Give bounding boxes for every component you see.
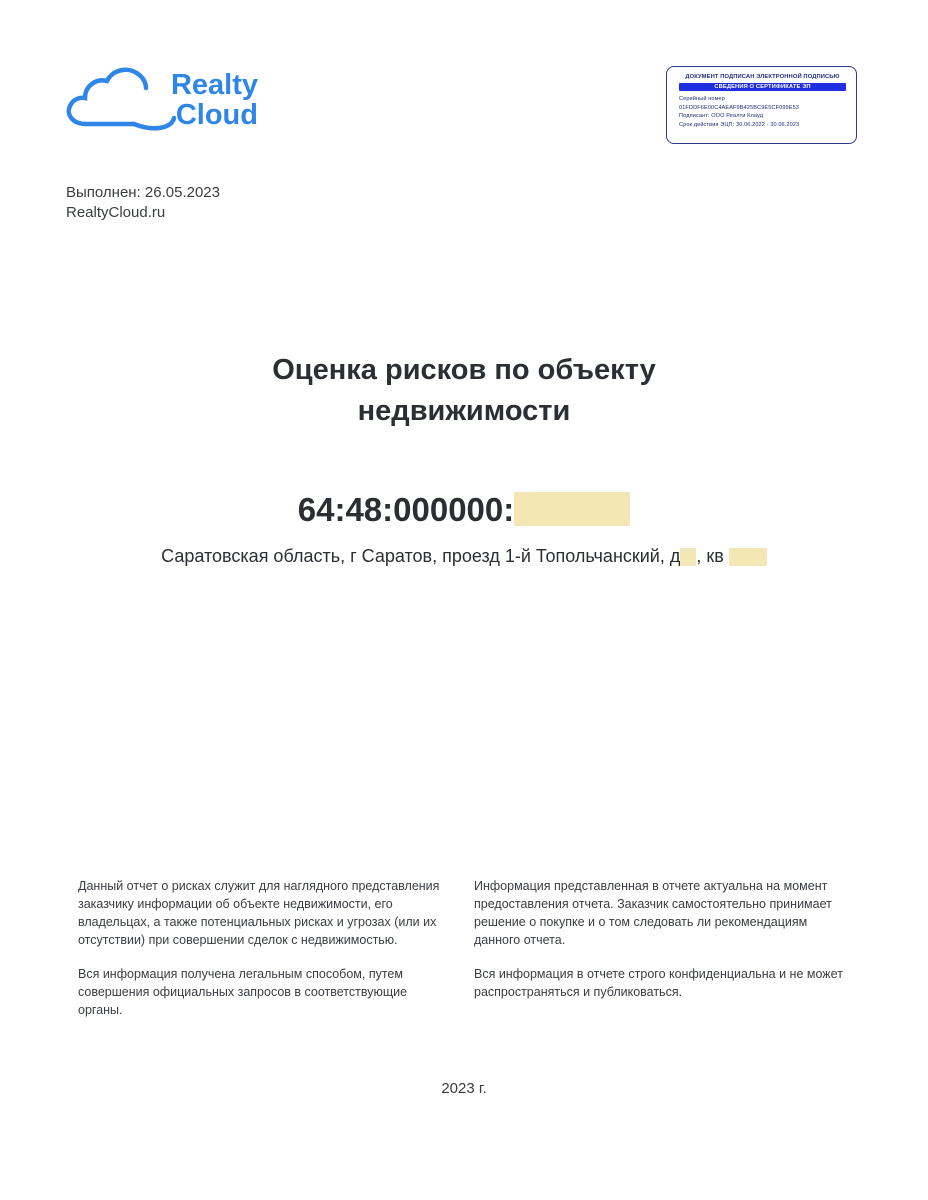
e-signature-stamp	[666, 66, 857, 144]
redaction-box	[729, 548, 767, 566]
disclaimer-paragraph: Информация представленная в отчете актуальна на момент предоставления отчета. Заказчик самостоятельно принимает решение о покупке и о том следовать ли рекомендациям данного отчета.	[474, 879, 832, 947]
disclaimer-paragraph: Данный отчет о рисках служит для наглядного представления заказчику информации об объекте недвижимости, его владельцах, а также потенциальных рисках и угрозах (или их отсутствии) при совершении сделок с недвижимостью.	[78, 879, 440, 947]
stamp-bar: СВЕДЕНИЯ О СЕРТИФИКАТЕ ЭП	[679, 83, 846, 91]
title-line-1: Оценка рисков по объекту	[272, 354, 656, 386]
address-part-1: Саратовская область, г Саратов, проезд 1-й Топольчанский, д	[161, 546, 681, 566]
disclaimer-right	[474, 877, 844, 1017]
report-meta	[66, 183, 220, 223]
logo-line-1: Realty	[170, 69, 258, 101]
stamp-serial-label: Серийный номер	[679, 96, 725, 102]
stamp-validity: Срок действия ЭЦП: 30.06.2022 - 30.06.2023	[679, 121, 800, 128]
redaction-box	[514, 492, 630, 526]
stamp-signer: Подписант: ООО Реалти Клауд	[679, 113, 764, 119]
report-site: RealtyCloud.ru	[66, 204, 166, 221]
cadastral-prefix: 64:48:000000:	[297, 491, 515, 528]
stamp-title: ДОКУМЕНТ ПОДПИСАН ЭЛЕКТРОННОЙ ПОДПИСЬЮ	[685, 74, 840, 80]
title-line-2: недвижимости	[357, 395, 571, 427]
address-part-2: , кв	[696, 546, 724, 566]
redaction-box	[680, 548, 696, 566]
disclaimer-left	[78, 877, 448, 1035]
report-date: Выполнен: 26.05.2023	[66, 184, 220, 201]
realty-cloud-logo	[64, 62, 264, 142]
logo-line-2: Cloud	[175, 99, 258, 131]
disclaimer-paragraph: Вся информация получена легальным способом, путем совершения официальных запросов в соответствующие органы.	[78, 967, 408, 1017]
footer-year: 2023 г.	[441, 1080, 487, 1097]
page-title	[0, 350, 928, 432]
disclaimer-paragraph: Вся информация в отчете строго конфиденциальна и не может распространяться и публиковаться.	[474, 967, 843, 999]
stamp-serial: 01FDDF6E00C4AEAF9B425BC9E5CF099E53	[679, 104, 799, 111]
property-address	[0, 543, 928, 569]
cadastral-number	[0, 488, 928, 532]
